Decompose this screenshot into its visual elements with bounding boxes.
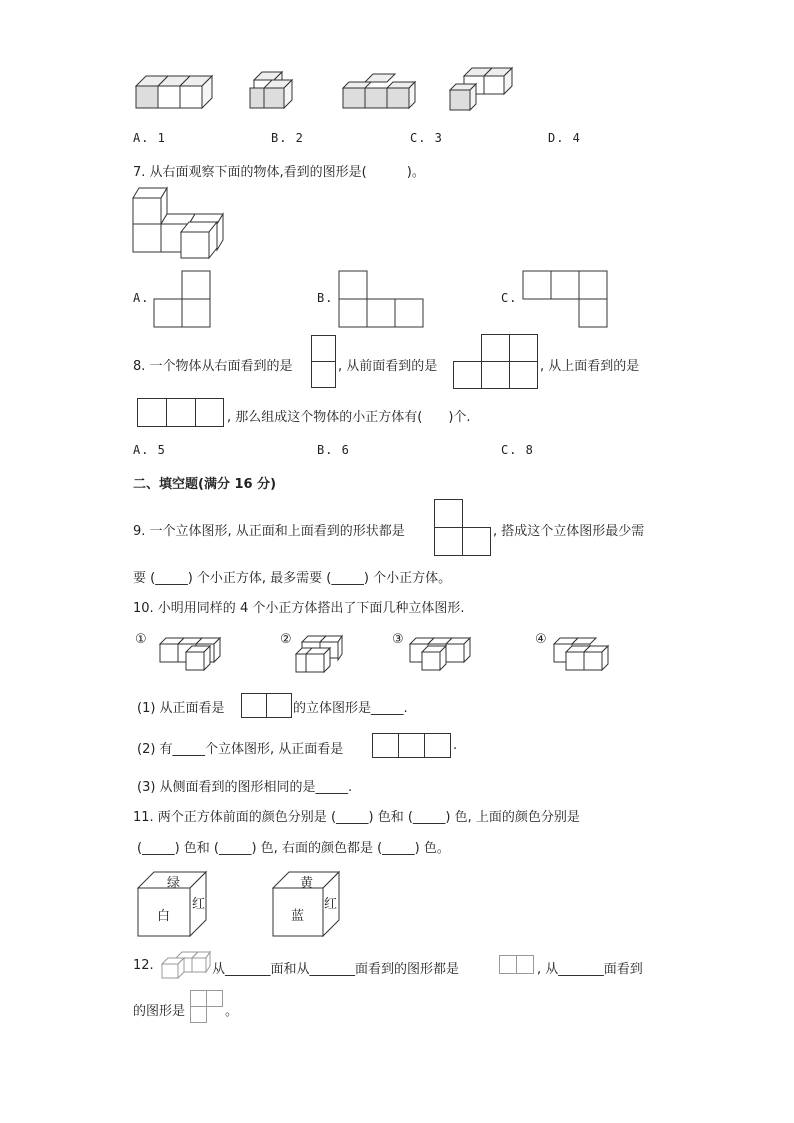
q10-label-4: ④ (535, 632, 547, 647)
q8-front-view (453, 334, 539, 390)
q10-sub1-view (241, 693, 293, 719)
q8-option-c[interactable]: C. 8 (501, 443, 534, 457)
q6-figure-a (136, 72, 216, 112)
q12-view-2 (190, 990, 224, 1024)
q11-cube2-top: 黄 (300, 876, 314, 891)
q10-sub1-b[interactable]: 的立体图形是_____. (293, 701, 408, 716)
q7-option-a[interactable]: A. (133, 291, 150, 305)
q7-stem: 7. 从右面观察下面的物体,看到的图形是( )。 (133, 165, 425, 180)
q6-figure-c (343, 70, 423, 112)
q10-figure-2 (296, 634, 346, 674)
q12-part2[interactable]: 从_______面和从_______面看到的图形都是 (212, 962, 460, 977)
q10-sub2-a[interactable]: (2) 有_____个立体图形, 从正面看是 (137, 742, 344, 757)
q8-part1: 8. 一个物体从右面看到的是 (133, 359, 293, 374)
q7-option-c[interactable]: C. (501, 291, 518, 305)
q11-cube2-front: 蓝 (291, 909, 305, 924)
q10-label-1: ① (135, 632, 147, 647)
q7-option-a-view (154, 270, 212, 328)
q9-part2: , 搭成这个立体图形最少需 (493, 524, 645, 539)
q9-view-figure (434, 499, 492, 557)
q6-option-a[interactable]: A. 1 (133, 131, 166, 145)
q10-figure-1 (160, 636, 222, 672)
q6-option-b[interactable]: B. 2 (271, 131, 304, 145)
q8-top-view (137, 398, 225, 428)
q9-part3[interactable]: 要 (_____) 个小正方体, 最多需要 (_____) 个小正方体。 (133, 571, 452, 586)
q6-option-d[interactable]: D. 4 (548, 131, 581, 145)
q12-object-figure (162, 950, 212, 980)
q10-sub3[interactable]: (3) 从侧面看到的图形相同的是_____. (137, 780, 353, 795)
q10-figure-3 (410, 636, 472, 672)
q11-cube1-top: 绿 (167, 876, 181, 891)
q6-figure-d (450, 68, 520, 114)
q7-option-b[interactable]: B. (317, 291, 334, 305)
q11-line2[interactable]: (_____) 色和 (_____) 色, 右面的颜色都是 (_____) 色。 (137, 841, 450, 856)
q8-option-a[interactable]: A. 5 (133, 443, 166, 457)
q12-part4: 的图形是 (133, 1004, 186, 1019)
q6-option-c[interactable]: C. 3 (410, 131, 443, 145)
q8-part4: , 那么组成这个物体的小正方体有( )个. (227, 410, 471, 425)
q6-figure-b (250, 70, 310, 112)
q10-figure-4 (554, 636, 616, 672)
q7-option-b-view (339, 270, 425, 328)
q7-object-figure (133, 186, 233, 262)
q8-right-view (311, 335, 337, 389)
q10-sub2-view (372, 733, 452, 759)
q7-option-c-view (523, 270, 609, 328)
q12-part5: 。 (225, 1004, 239, 1019)
q8-part2: , 从前面看到的是 (338, 359, 438, 374)
q11-cube1-front: 白 (157, 909, 171, 924)
q8-option-b[interactable]: B. 6 (317, 443, 350, 457)
q10-sub1-a: (1) 从正面看是 (137, 701, 225, 716)
q10-label-3: ③ (392, 632, 404, 647)
q12-view-1 (499, 955, 535, 975)
q12-part3[interactable]: , 从_______面看到 (537, 962, 643, 977)
q11-cube2-right: 红 (324, 897, 338, 912)
q8-part3: , 从上面看到的是 (540, 359, 640, 374)
q10-sub2-b: . (453, 738, 458, 753)
q10-label-2: ② (280, 632, 292, 647)
q9-part1: 9. 一个立体图形, 从正面和上面看到的形状都是 (133, 524, 405, 539)
q11-cube1-right: 红 (192, 897, 206, 912)
q12-part1: 12. (133, 958, 154, 973)
section-title: 二、填空题(满分 16 分) (133, 477, 277, 492)
q10-stem: 10. 小明用同样的 4 个小正方体搭出了下面几种立体图形. (133, 601, 465, 616)
q11-line1[interactable]: 11. 两个正方体前面的颜色分别是 (_____) 色和 (_____) 色, 上面的颜色分别是 (133, 810, 580, 825)
